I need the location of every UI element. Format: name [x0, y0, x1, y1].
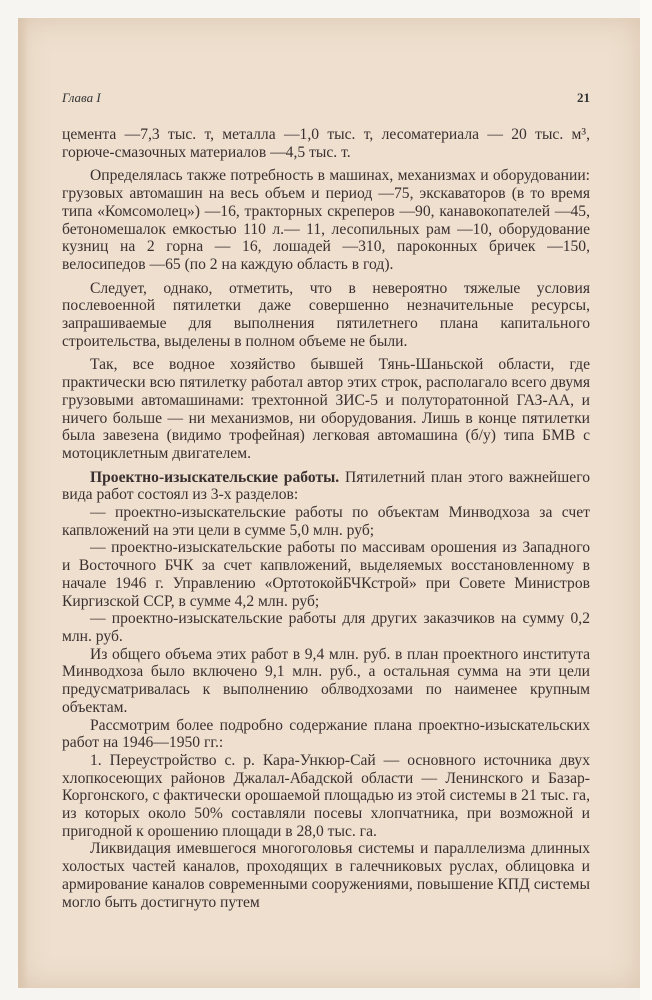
paragraph-text: Пятилетний план этого важнейшего вида работ состоял из 3-х разделов: — [62, 468, 590, 504]
paragraph: цемента —7,3 тыс. т, металла —1,0 тыс. т, лесоматериала — 20 тыс. м³, горюче-смазочных материалов —4,5 тыс. т. — [62, 126, 590, 161]
paragraph: Рассмотрим более подробно содержание плана проектно-изыскательских работ на 1946—1950 гг.: — [62, 716, 590, 752]
paragraph — [62, 469, 590, 504]
running-header — [62, 90, 590, 106]
paragraph: Из общего объема этих работ в 9,4 млн. руб. в план проектного института Минводхоза было включено 9,1 млн. руб., а остальная сумма на эти цели предусматривалась к выполнению облводхозами по наименее крупным объектам. — [62, 645, 590, 716]
section-heading: Проектно-изыскательские работы. — [90, 468, 340, 486]
list-item: — проектно-изыскательские работы для других заказчиков на сумму 0,2 млн. руб. — [62, 610, 590, 645]
page-gutter-shadow — [18, 18, 28, 988]
list-item: — проектно-изыскательские работы по массивам орошения из Западного и Восточного БЧК за счет капвложений, выделяемых восстановленному в начале 1946 г. Управлению «ОртотокойБЧКстрой» при Совете Министров Киргизской ССР, в сумме 4,2 млн. руб; — [62, 539, 590, 610]
list-item: — проектно-изыскательские работы по объектам Минводхоза за счет капвложений на эти цели в сумме 5,0 млн. руб; — [62, 504, 590, 539]
body-text — [62, 126, 590, 911]
paragraph: Так, все водное хозяйство бывшей Тянь-Шаньской области, где практически всю пятилетку работал автор этих строк, располагало всего двумя грузовыми автомашинами: трехтонной ЗИС-5 и полуторатонной ГАЗ-АА, и ничего больше — ни механизмов, ни оборудования. Лишь в конце пятилетки была завезена (видимо трофейная) легковая автомашина (б/у) типа БМВ с мотоциклетным двигателем. — [62, 356, 590, 462]
paragraph: 1. Переустройство с. р. Кара-Ункюр-Сай — основного источника двух хлопкосеющих районов Джалал-Абадской области — Ленинского и Базар-Коргонского, с фактически орошаемой площадью из этой системы в 21 тыс. га, из которых около 50% составляли посевы хлопчатника, при возможной и пригодной к орошению площади в 28,0 тыс. га. — [62, 751, 590, 840]
paragraph: Следует, однако, отметить, что в невероятно тяжелые условия послевоенной пятилетки даже совершенно незначительные ресурсы, запрашиваемые для выполнения пятилетнего плана капитального строительства, выделены в полном объеме не были. — [62, 279, 590, 350]
chapter-label: Глава I — [62, 90, 101, 105]
paragraph: Определялась также потребность в машинах, механизмах и оборудовании: грузовых автомашин на весь объем и период —75, экскаваторов (в то время типа «Комсомолец») —16, тракторных скреперов —90, канавокопателей —45, бетономешалок емкостью 110 л.— 11, лесопильных рам —10, оборудование кузниц на 2 горна — 16, лошадей —310, пароконных бричек —150, велосипедов —65 (по 2 на каждую область в год). — [62, 167, 590, 273]
paragraph: Ликвидация имевшегося многоголовья системы и параллелизма длинных холостых частей каналов, проходящих в галечниковых руслах, облицовка и армирование каналов современными сооружениями, повышение КПД системы могло быть достигнуто путем — [62, 840, 590, 911]
page-number: 21 — [577, 90, 590, 105]
page-edge — [640, 0, 652, 1000]
